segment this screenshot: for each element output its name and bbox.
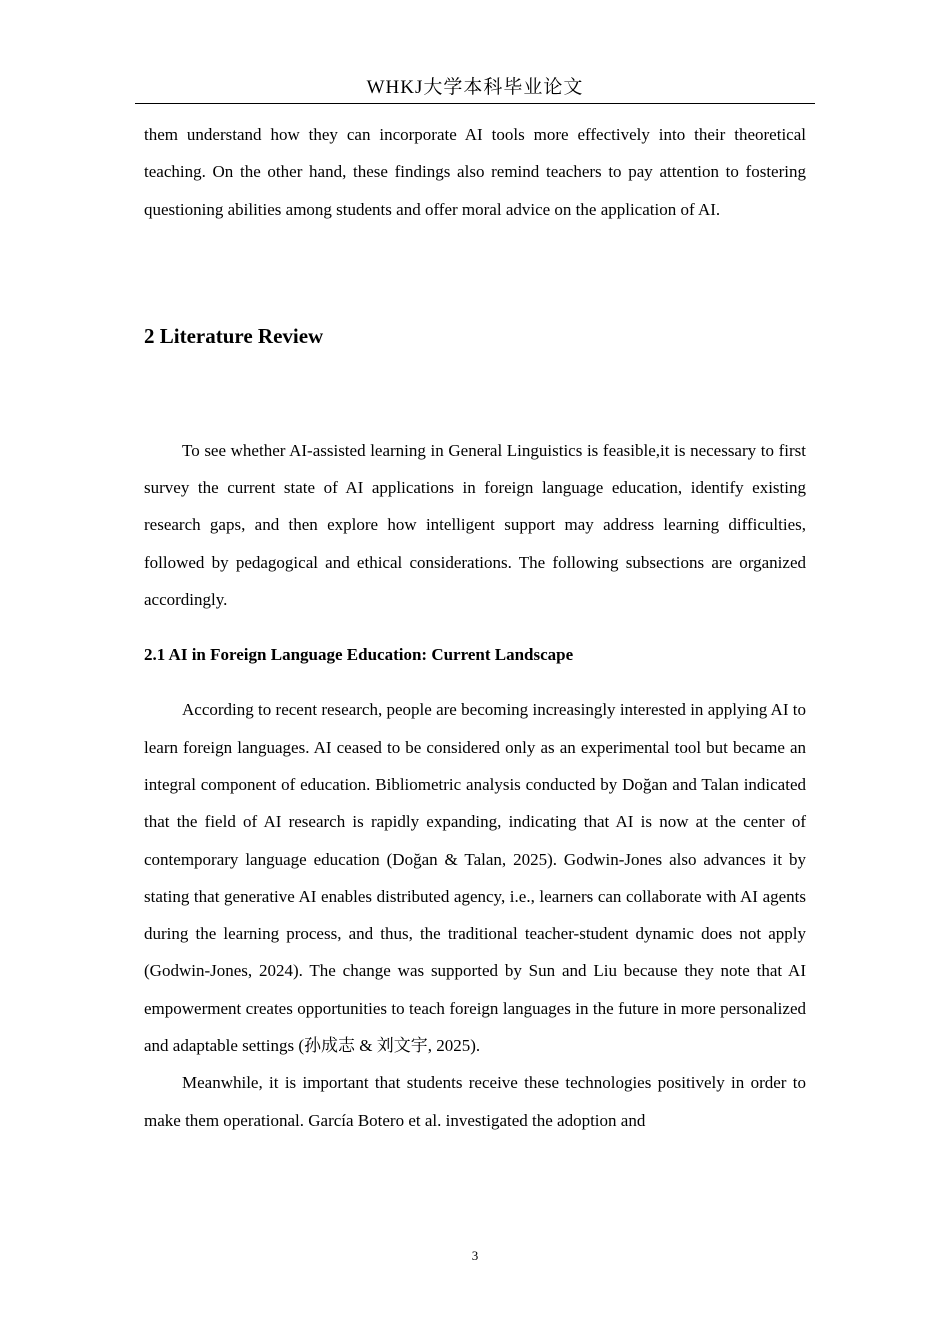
page-number: 3 <box>471 1248 479 1263</box>
section-heading-literature-review: 2 Literature Review <box>144 323 324 348</box>
running-header: WHKJ大学本科毕业论文 <box>366 77 584 98</box>
continued-paragraph: them understand how they can incorporate AI tools more effectively into their theoretical teaching. On the other hand, these findings also remind teachers to pay attention to fostering questioning abilities among students and offer moral advice on the application of AI. <box>144 125 806 219</box>
page-body <box>144 116 806 1139</box>
section-intro-paragraph: To see whether AI-assisted learning in General Linguistics is feasible,it is necessary to first survey the current state of AI applications in foreign language education, identify existing research gaps, and then explore how intelligent support may address learning difficulties, followed by pedagogical and ethical considerations. The following subsections are organized accordingly. <box>144 440 806 610</box>
subsection-paragraph-1: According to recent research, people are becoming increasingly interested in applying AI to learn foreign languages. AI ceased to be considered only as an experimental tool but became an integral component of education. Bibliometric analysis conducted by Doğan and Talan indicated that the field of AI research is rapidly expanding, indicating that AI is now at the center of contemporary language education (Doğan & Talan, 2025). Godwin-Jones also advances it by stating that generative AI enables distributed agency, i.e., learners can collaborate with AI agents during the learning process, and thus, the traditional teacher-student dynamic does not apply (Godwin-Jones, 2024). The change was supported by Sun and Liu because they note that AI empowerment creates opportunities to teach foreign languages in the future in more personalized and adaptable settings (孙成志 & 刘文宇, 2025). <box>144 700 806 1056</box>
header-divider <box>135 103 815 104</box>
subsection-heading-ai-in-fle: 2.1 AI in Foreign Language Education: Current Landscape <box>144 645 574 665</box>
subsection-paragraph-2: Meanwhile, it is important that students receive these technologies positively in order to make them operational. García Botero et al. investigated the adoption and <box>144 1073 806 1130</box>
